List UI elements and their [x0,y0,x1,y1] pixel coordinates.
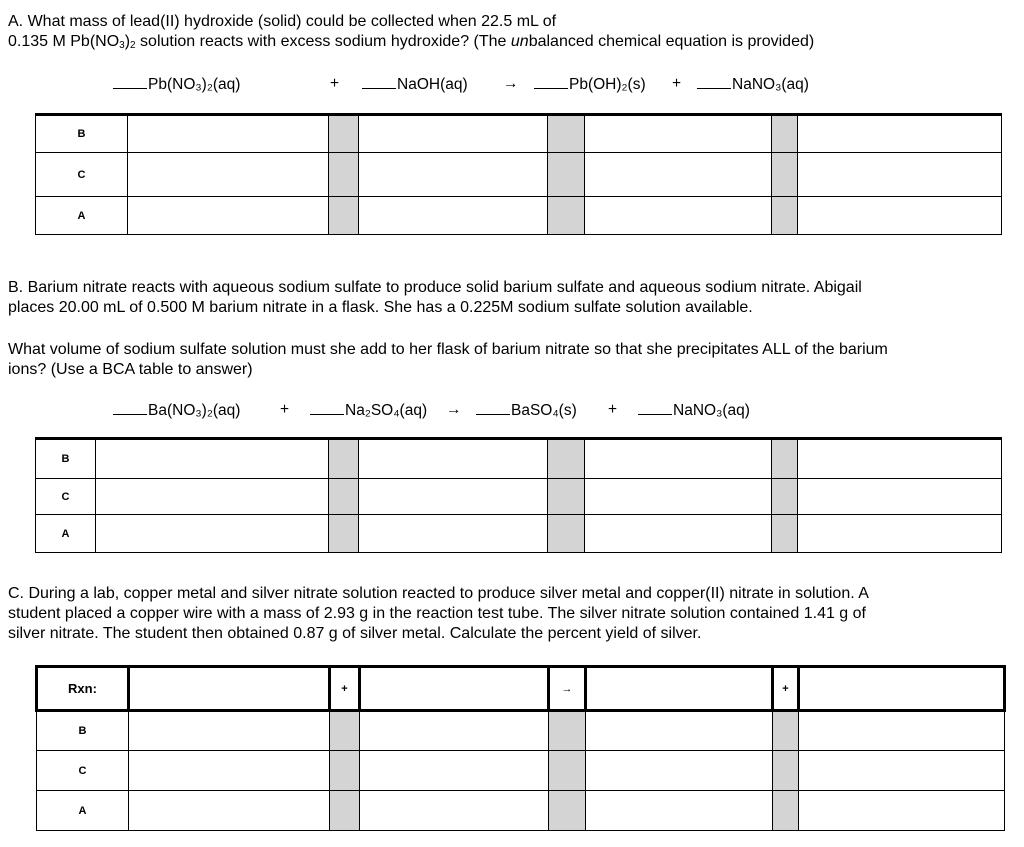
equation-b-r2-text: Na₂SO₄(aq) [345,402,428,419]
cell-input[interactable] [798,479,1002,515]
equation-a-r2-text: NaOH(aq) [397,76,468,93]
equation-a-product1 [534,74,646,95]
coefficient-blank[interactable] [638,400,672,415]
cell-input[interactable] [799,667,1005,711]
cell-input[interactable] [96,515,329,553]
spacer-cell [329,115,359,153]
spacer-cell [549,751,586,791]
row-label: A [37,791,129,831]
question-c-line1: C. During a lab, copper metal and silver nitrate solution reacted to produce silver metal and copper(II) nitrate in solution. A [8,585,869,602]
coefficient-blank[interactable] [113,400,147,415]
cell-input[interactable] [799,751,1005,791]
row-label: A [36,197,128,235]
cell-input[interactable] [585,115,772,153]
cell-input[interactable] [585,515,772,553]
spacer-cell [772,515,798,553]
equation-a-reactant1 [113,74,240,95]
cell-input[interactable] [586,667,773,711]
equation-b-reactant1 [113,400,240,421]
cell-input[interactable] [359,153,548,197]
cell-input[interactable] [359,479,548,515]
question-c-line2: student placed a copper wire with a mass of 2.93 g in the reaction test tube. The silver nitrate solution contained 1.41 g of [8,605,866,622]
arrow-operator: → [549,667,586,711]
equation-a-reactant2 [362,74,468,95]
cell-input[interactable] [585,479,772,515]
equation-a-p2-text: NaNO₃(aq) [732,76,809,93]
spacer-cell [548,115,585,153]
cell-input[interactable] [798,115,1002,153]
bca-table-b [35,437,1002,553]
cell-input[interactable] [128,197,329,235]
bca-row-b [37,711,1005,751]
spacer-cell [772,439,798,479]
row-label: B [37,711,129,751]
row-label: C [36,479,96,515]
bca-row-c [37,751,1005,791]
equation-b-arrow: → [446,401,462,418]
cell-input[interactable] [585,153,772,197]
row-label: B [36,439,96,479]
spacer-cell [549,711,586,751]
spacer-cell [548,439,585,479]
cell-input[interactable] [798,153,1002,197]
question-a-un: un [510,33,529,50]
rxn-row [37,667,1005,711]
spacer-cell [330,791,360,831]
cell-input[interactable] [128,153,329,197]
cell-input[interactable] [360,751,549,791]
cell-input[interactable] [798,197,1002,235]
cell-input[interactable] [129,751,330,791]
equation-a-plus2: + [672,75,682,92]
cell-input[interactable] [798,439,1002,479]
question-c [8,584,1008,644]
bca-row-a [36,515,1002,553]
bca-row-b [36,115,1002,153]
cell-input[interactable] [799,711,1005,751]
cell-input[interactable] [586,711,773,751]
question-b-para2 [8,340,1008,380]
spacer-cell [548,197,585,235]
equation-b-plus1: + [280,401,290,418]
rxn-label: Rxn: [37,667,129,711]
question-a-sub3: 3 [119,40,125,51]
spacer-cell [548,479,585,515]
question-a-line2-c: ) [124,33,131,50]
equation-b-p2-text: NaNO₃(aq) [673,402,750,419]
cell-input[interactable] [360,711,549,751]
equation-a-arrow: → [503,75,519,92]
spacer-cell [773,751,799,791]
cell-input[interactable] [799,791,1005,831]
question-b-line4: ions? (Use a BCA table to answer) [8,361,253,378]
question-b-line1: B. Barium nitrate reacts with aqueous sodium sulfate to produce solid barium sulfate and aqueous sodium nitrate. Abigail [8,279,862,296]
bca-row-c [36,153,1002,197]
spacer-cell [772,115,798,153]
question-c-line3: silver nitrate. The student then obtained 0.87 g of silver metal. Calculate the percent yield of silver. [8,625,702,642]
bca-row-a [37,791,1005,831]
cell-input[interactable] [359,439,548,479]
cell-input[interactable] [798,515,1002,553]
cell-input[interactable] [129,711,330,751]
bca-row-b [36,439,1002,479]
bca-table-a [35,113,1002,235]
equation-a-r1-text: Pb(NO₃)₂(aq) [148,76,241,93]
cell-input[interactable] [585,439,772,479]
equation-a-product2 [697,74,809,95]
question-b-line3: What volume of sodium sulfate solution must she add to her flask of barium nitrate so that she precipitates ALL of the barium [8,341,888,358]
cell-input[interactable] [586,791,773,831]
question-a-line2-e: solution reacts with excess sodium hydroxide? (The [135,33,511,50]
spacer-cell [772,153,798,197]
plus-operator: + [330,667,360,711]
cell-input[interactable] [96,479,329,515]
equation-b-plus2: + [608,401,618,418]
spacer-cell [772,479,798,515]
cell-input[interactable] [586,751,773,791]
spacer-cell [329,153,359,197]
spacer-cell [773,791,799,831]
spacer-cell [329,439,359,479]
spacer-cell [548,515,585,553]
cell-input[interactable] [360,791,549,831]
equation-b-r1-text: Ba(NO₃)₂(aq) [148,402,241,419]
cell-input[interactable] [585,197,772,235]
spacer-cell [772,197,798,235]
cell-input[interactable] [359,115,548,153]
equation-b-product2 [638,400,750,421]
spacer-cell [330,751,360,791]
cell-input[interactable] [129,667,330,711]
row-label: C [36,153,128,197]
question-b-para1 [8,278,1008,318]
question-a-sub2: 2 [130,40,136,51]
equation-a-plus1: + [330,75,340,92]
spacer-cell [329,515,359,553]
spacer-cell [773,711,799,751]
equation-b-reactant2 [310,400,427,421]
row-label: C [37,751,129,791]
question-a-line2-g: balanced chemical equation is provided) [528,33,815,50]
spacer-cell [329,479,359,515]
bca-row-a [36,197,1002,235]
equation-b-p1-text: BaSO₄(s) [511,402,577,419]
bca-table-c [35,665,1006,831]
coefficient-blank[interactable] [113,74,147,89]
coefficient-blank[interactable] [362,74,396,89]
plus-operator: + [773,667,799,711]
row-label: B [36,115,128,153]
coefficient-blank[interactable] [310,400,344,415]
spacer-cell [549,791,586,831]
equation-a-p1-text: Pb(OH)₂(s) [569,76,646,93]
spacer-cell [548,153,585,197]
coefficient-blank[interactable] [534,74,568,89]
question-a-line2-a: 0.135 M Pb(NO [8,33,120,50]
cell-input[interactable] [359,515,548,553]
coefficient-blank[interactable] [697,74,731,89]
question-a [8,12,1008,52]
cell-input[interactable] [129,791,330,831]
row-label: A [36,515,96,553]
bca-row-c [36,479,1002,515]
cell-input[interactable] [128,115,329,153]
cell-input[interactable] [96,439,329,479]
spacer-cell [329,197,359,235]
cell-input[interactable] [359,197,548,235]
question-a-line1: A. What mass of lead(II) hydroxide (solid) could be collected when 22.5 mL of [8,13,557,30]
spacer-cell [330,711,360,751]
cell-input[interactable] [360,667,549,711]
question-b-line2: places 20.00 mL of 0.500 M barium nitrate in a flask. She has a 0.225M sodium sulfate solution available. [8,299,753,316]
equation-b-product1 [476,400,577,421]
coefficient-blank[interactable] [476,400,510,415]
